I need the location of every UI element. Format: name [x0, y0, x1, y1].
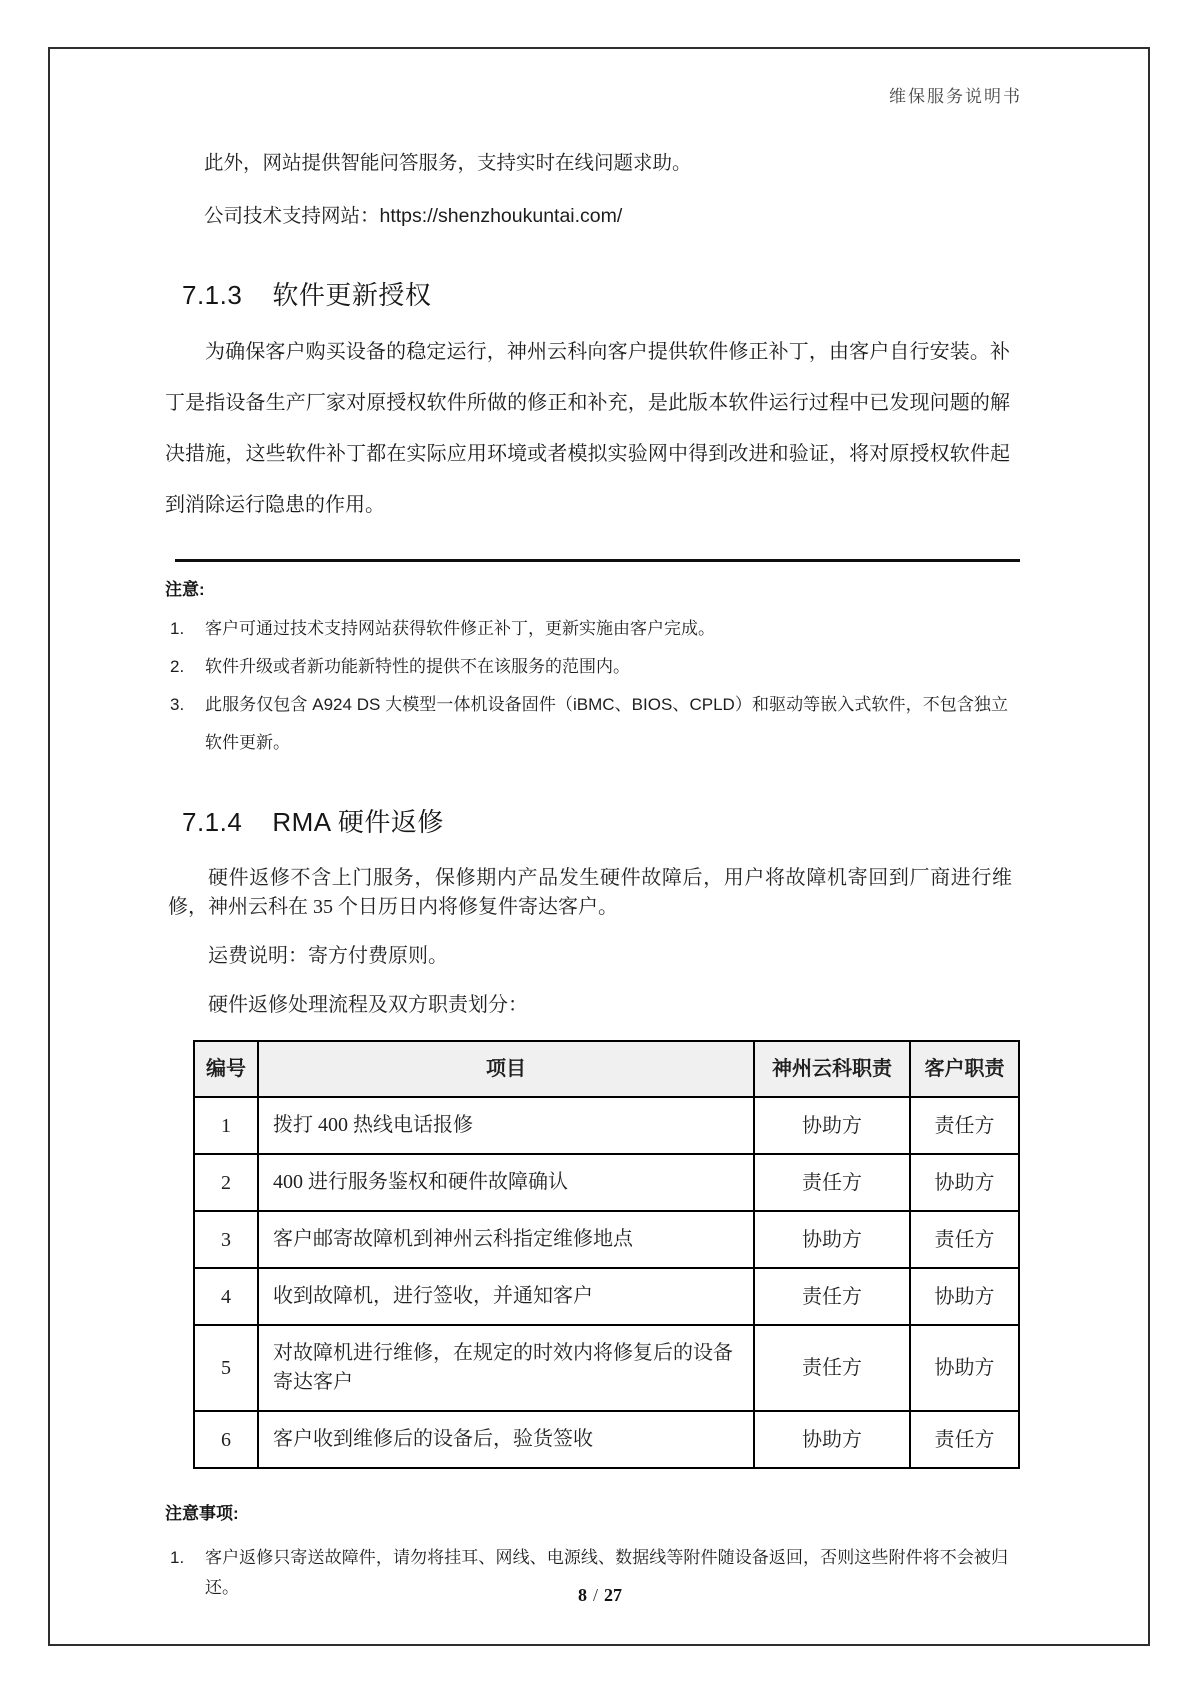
- table-cell-vendor-duty: 协助方: [754, 1211, 910, 1268]
- notice-label: 注意事项:: [165, 1504, 239, 1523]
- table-cell-vendor-duty: 协助方: [754, 1411, 910, 1468]
- rma-responsibility-table: [193, 1040, 1020, 1469]
- intro-paragraph-1: 此外，网站提供智能问答服务，支持实时在线问题求助。: [204, 152, 692, 174]
- table-cell-number: 3: [194, 1211, 258, 1268]
- table-cell-vendor-duty: 协助方: [754, 1097, 910, 1154]
- table-header-row: [194, 1041, 1019, 1097]
- table-cell-number: 4: [194, 1268, 258, 1325]
- table-cell-vendor-duty: 责任方: [754, 1154, 910, 1211]
- document-header-title: 维保服务说明书: [889, 87, 1022, 106]
- note-item: [165, 610, 1022, 648]
- table-row: [194, 1268, 1019, 1325]
- section-heading-7-1-3: [182, 281, 1022, 309]
- table-row: [194, 1325, 1019, 1411]
- table-cell-item: 400 进行服务鉴权和硬件故障确认: [258, 1154, 754, 1211]
- flow-intro-line: 硬件返修处理流程及双方职责划分：: [208, 994, 528, 1016]
- intro-paragraph-2: 公司技术支持网站：https://shenzhoukuntai.com/: [204, 205, 623, 227]
- freight-note: 运费说明：寄方付费原则。: [208, 945, 448, 967]
- note-item-number: 1.: [170, 619, 185, 638]
- table-row: [194, 1411, 1019, 1468]
- table-cell-item: 客户收到维修后的设备后，验货签收: [258, 1411, 754, 1468]
- table-cell-item: 对故障机进行维修，在规定的时效内将修复后的设备寄达客户: [258, 1325, 754, 1411]
- table-cell-customer-duty: 责任方: [910, 1411, 1019, 1468]
- table-row: [194, 1154, 1019, 1211]
- section-number: 7.1.3: [182, 280, 243, 310]
- table-cell-number: 1: [194, 1097, 258, 1154]
- note-label: 注意:: [165, 580, 205, 599]
- table-header-cell-vendor-duty: 神州云科职责: [754, 1041, 910, 1097]
- table-header-cell-item: 项目: [258, 1041, 754, 1097]
- table-cell-number: 2: [194, 1154, 258, 1211]
- section-title: RMA 硬件返修: [272, 807, 444, 837]
- section-7-1-4-body: 硬件返修不含上门服务，保修期内产品发生硬件故障后，用户将故障机寄回到厂商进行维修，神州云科在 35 个日历日内将修复件寄达客户。: [168, 867, 1012, 918]
- table-cell-vendor-duty: 责任方: [754, 1325, 910, 1411]
- notice-item-number: 1.: [170, 1548, 185, 1567]
- section-heading-7-1-4: [182, 808, 1022, 836]
- note-item-text: 软件升级或者新功能新特性的提供不在该服务的范围内。: [205, 657, 630, 676]
- page-content: [165, 0, 1022, 1603]
- note-divider-rule: [175, 559, 1020, 562]
- note-item: [165, 648, 1022, 686]
- table-cell-vendor-duty: 责任方: [754, 1268, 910, 1325]
- table-cell-customer-duty: 协助方: [910, 1325, 1019, 1411]
- table-cell-customer-duty: 责任方: [910, 1097, 1019, 1154]
- section-7-1-3-body: 为确保客户购买设备的稳定运行，神州云科向客户提供软件修正补丁，由客户自行安装。补丁是指设备生产厂家对原授权软件所做的修正和补充，是此版本软件运行过程中已发现问题的解决措施，这些软件补丁都在实际应用环境或者模拟实验网中得到改进和验证，将对原授权软件起到消除运行隐患的作用。: [165, 341, 1010, 516]
- note-item-text: 此服务仅包含 A924 DS 大模型一体机设备固件（iBMC、BIOS、CPLD）和驱动等嵌入式软件，不包含独立软件更新。: [205, 695, 1008, 752]
- table-cell-item: 客户邮寄故障机到神州云科指定维修地点: [258, 1211, 754, 1268]
- note-item-number: 2.: [170, 657, 185, 676]
- page-number: [0, 1586, 1200, 1604]
- table-cell-item: 拨打 400 热线电话报修: [258, 1097, 754, 1154]
- table-header-cell-customer-duty: 客户职责: [910, 1041, 1019, 1097]
- note-item: [165, 686, 1022, 762]
- page-number-separator: /: [592, 1585, 598, 1605]
- table-cell-number: 6: [194, 1411, 258, 1468]
- note-item-text: 客户可通过技术支持网站获得软件修正补丁，更新实施由客户完成。: [205, 619, 715, 638]
- table-row: [194, 1211, 1019, 1268]
- page-number-total: 27: [604, 1585, 622, 1605]
- table-cell-customer-duty: 协助方: [910, 1268, 1019, 1325]
- section-number: 7.1.4: [182, 807, 243, 837]
- table-row: [194, 1097, 1019, 1154]
- table-cell-number: 5: [194, 1325, 258, 1411]
- table-cell-customer-duty: 协助方: [910, 1154, 1019, 1211]
- page-number-current: 8: [577, 1585, 587, 1605]
- table-header-cell-number: 编号: [194, 1041, 258, 1097]
- note-item-number: 3.: [170, 695, 185, 714]
- table-cell-customer-duty: 责任方: [910, 1211, 1019, 1268]
- section-title: 软件更新授权: [272, 280, 432, 310]
- table-cell-item: 收到故障机，进行签收，并通知客户: [258, 1268, 754, 1325]
- notice-item-text: 客户返修只寄送故障件，请勿将挂耳、网线、电源线、数据线等附件随设备返回，否则这些附件将不会被归还。: [205, 1548, 1008, 1597]
- notes-list: [165, 610, 1022, 762]
